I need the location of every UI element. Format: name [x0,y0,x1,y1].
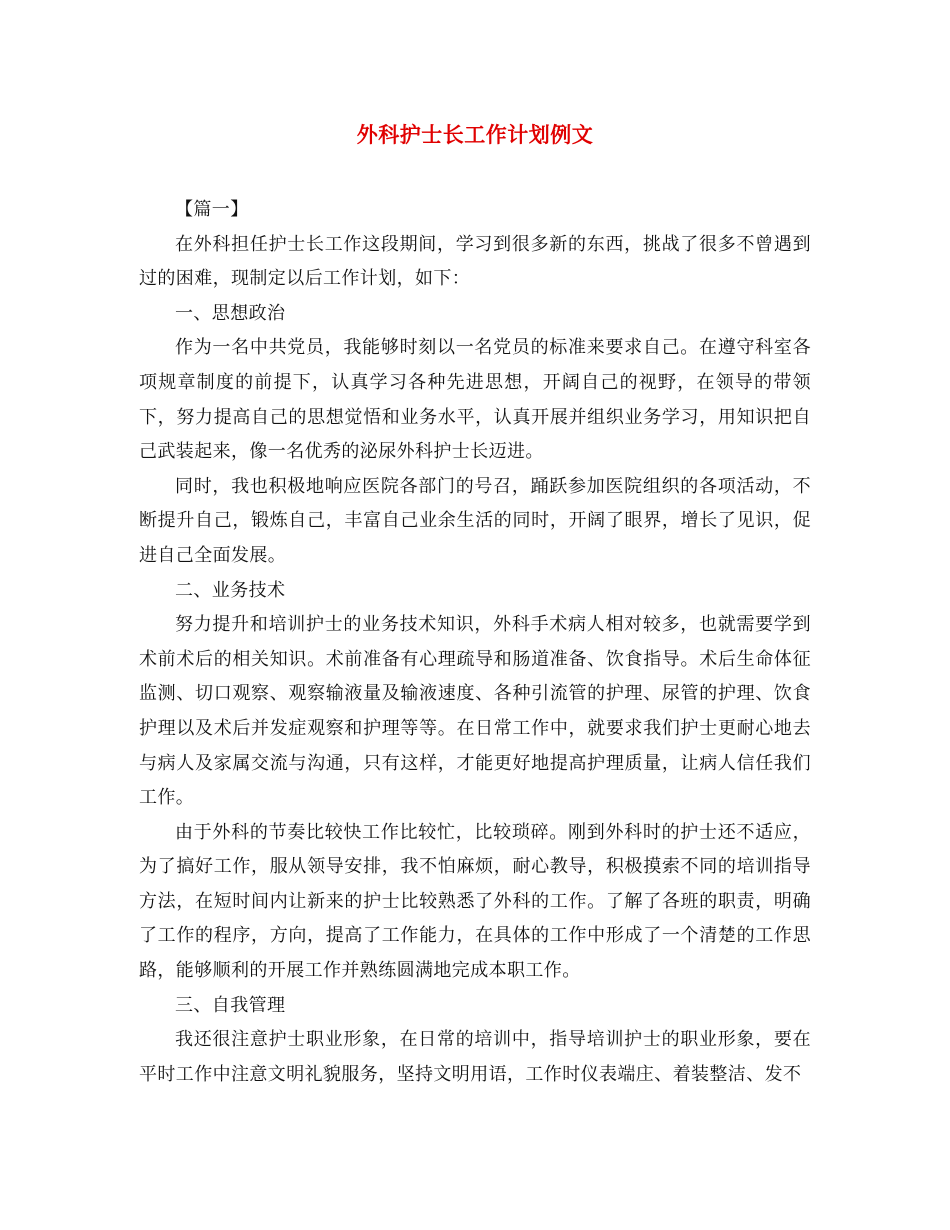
paragraph-technical-1: 努力提升和培训护士的业务技术知识，外科手术病人相对较多，也就需要学到术前术后的相关知识。术前准备有心理疏导和肠道准备、饮食指导。术后生命体征监测、切口观察、观察输液量及输液速度、各种引流管的护理、尿管的护理、饮食护理以及术后并发症观察和护理等等。在日常工作中，就要求我们护士更耐心地去与病人及家属交流与沟通，只有这样，才能更好地提高护理质量，让病人信任我们工作。 [139,614,811,809]
paragraph-ideology-1: 作为一名中共党员，我能够时刻以一名党员的标准来要求自己。在遵守科室各项规章制度的前提下，认真学习各种先进思想，开阔自己的视野，在领导的带领下，努力提高自己的思想觉悟和业务水平，认真开展并组织业务学习，用知识把自己武装起来，像一名优秀的泌尿外科护士长迈进。 [139,337,811,463]
intro-paragraph: 在外科担任护士长工作这段期间，学习到很多新的东西，挑战了很多不曾遇到过的困难，现制定以后工作计划，如下： [139,233,811,290]
paragraph-self-management-1: 我还很注意护士职业形象，在日常的培训中，指导培训护士的职业形象，要在平时工作中注意文明礼貌服务，坚持文明用语，工作时仪表端庄、着装整洁、发不 [139,1029,811,1085]
section-label-part-one: 【篇一】 [175,199,249,220]
document-body [139,193,811,1092]
paragraph-technical-2: 由于外科的节奏比较快工作比较忙，比较琐碎。刚到外科时的护士还不适应，为了搞好工作，服从领导安排，我不怕麻烦，耐心教导，积极摸索不同的培训指导方法，在短时间内让新来的护士比较熟悉了外科的工作。了解了各班的职责，明确了工作的程序，方向，提高了工作能力，在具体的工作中形成了一个清楚的工作思路，能够顺利的开展工作并熟练圆满地完成本职工作。 [139,821,811,982]
heading-self-management: 三、自我管理 [175,994,286,1016]
heading-ideology: 一、思想政治 [175,302,286,324]
document-title: 外科护士长工作计划例文 [356,122,594,147]
heading-technical-skills: 二、业务技术 [175,579,286,601]
paragraph-ideology-2: 同时，我也积极地响应医院各部门的号召，踊跃参加医院组织的各项活动，不断提升自己，锻炼自己，丰富自己业余生活的同时，开阔了眼界，增长了见识，促进自己全面发展。 [139,475,811,566]
